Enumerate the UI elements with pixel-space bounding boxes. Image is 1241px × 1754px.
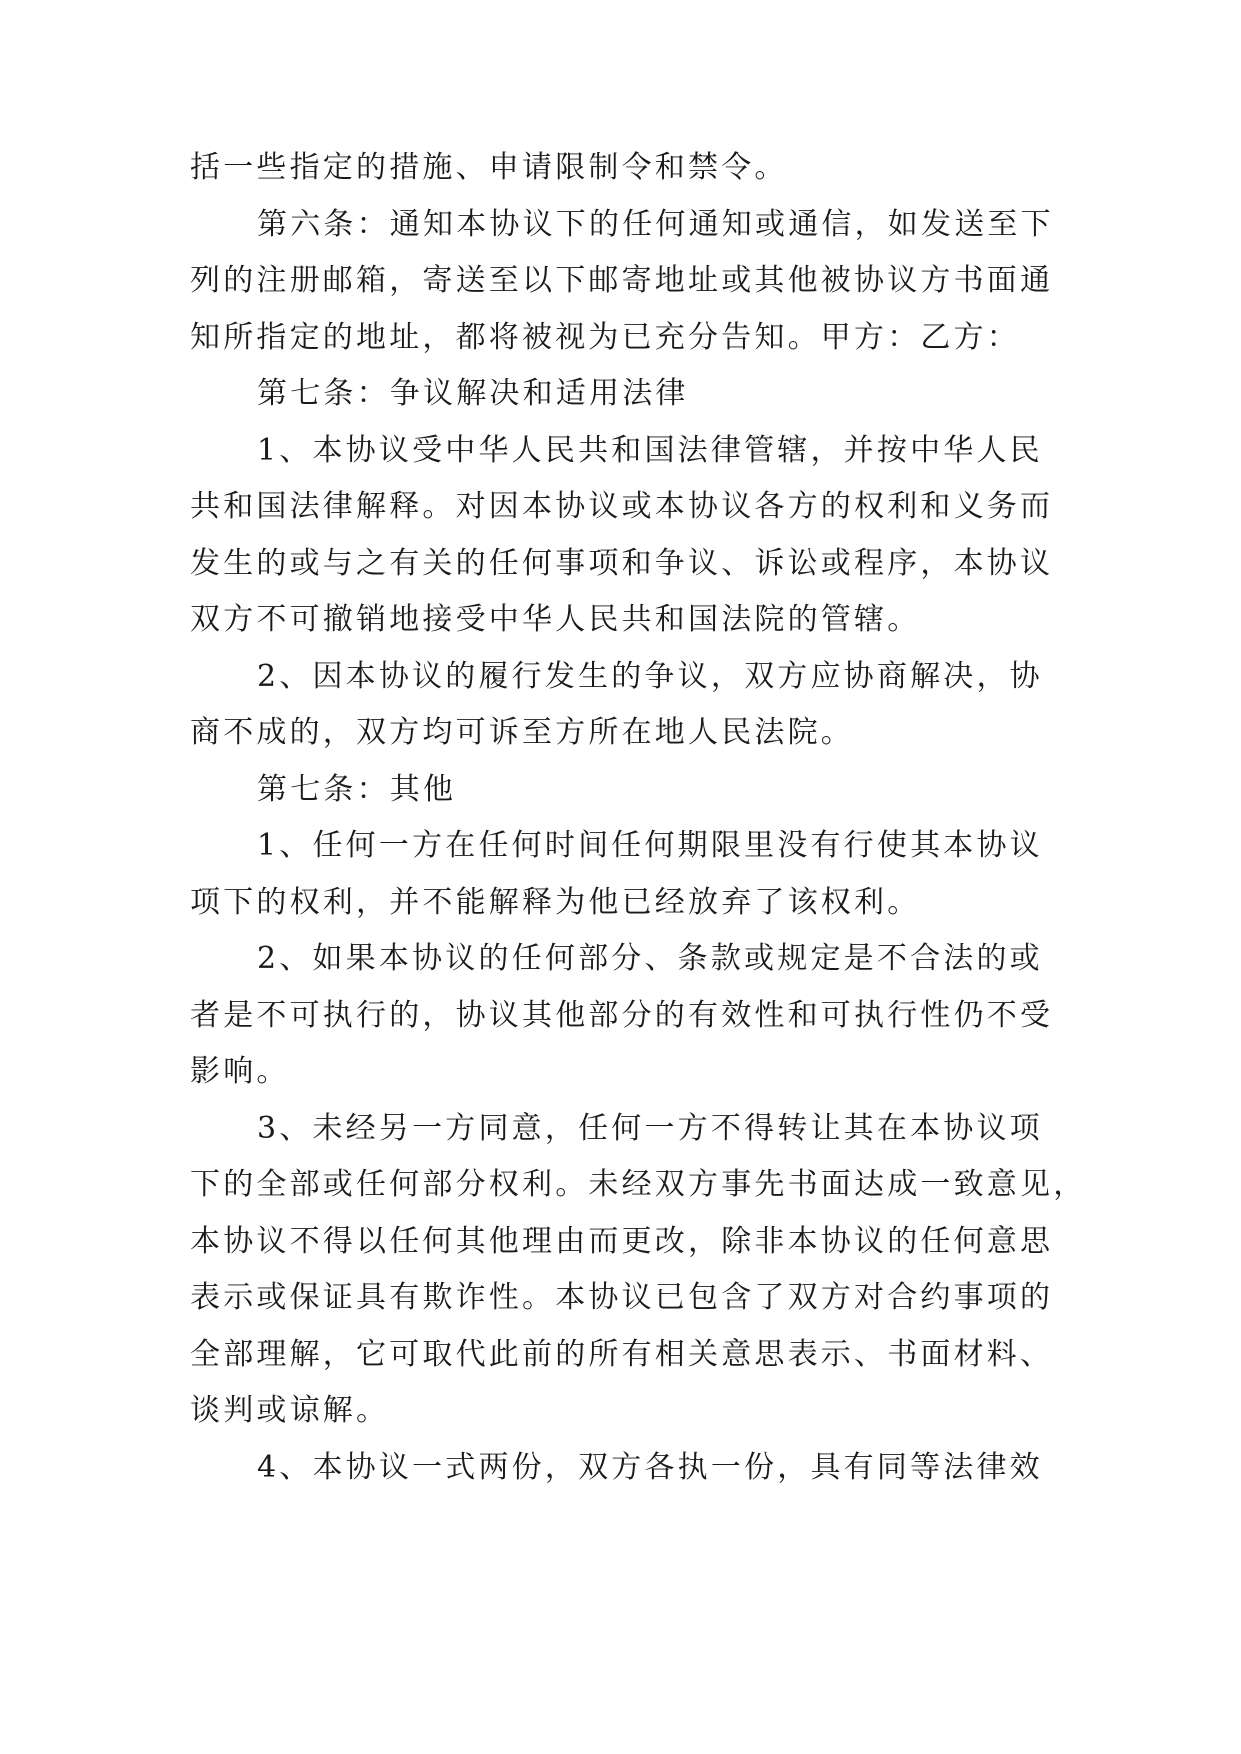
text-line: 列的注册邮箱，寄送至以下邮寄地址或其他被协议方书面通 — [190, 263, 1054, 298]
text-line: 表示或保证具有欺诈性。本协议已包含了双方对合约事项的 — [190, 1280, 1054, 1315]
article-7-other-heading: 第七条：其他 — [257, 772, 457, 807]
text-line: 本协议不得以任何其他理由而更改，除非本协议的任何意思 — [190, 1224, 1054, 1259]
text-line: 双方不可撤销地接受中华人民共和国法院的管辖。 — [190, 602, 921, 637]
text-line: 者是不可执行的，协议其他部分的有效性和可执行性仍不受 — [190, 998, 1054, 1033]
text-line: 影响。 — [190, 1054, 290, 1089]
clause-1-line: 1、本协议受中华人民共和国法律管辖，并按中华人民 — [257, 433, 1043, 468]
article-6-heading-line: 第六条：通知本协议下的任何通知或通信，如发送至下 — [257, 207, 1054, 242]
clause-2-line: 2、如果本协议的任何部分、条款或规定是不合法的或 — [257, 941, 1043, 976]
clause-3-line: 3、未经另一方同意，任何一方不得转让其在本协议项 — [257, 1111, 1043, 1146]
text-line: 下的全部或任何部分权利。未经双方事先书面达成一致意见， — [190, 1167, 1087, 1202]
text-line: 知所指定的地址，都将被视为已充分告知。甲方：乙方： — [190, 320, 1020, 355]
text-line: 全部理解，它可取代此前的所有相关意思表示、书面材料、 — [190, 1337, 1054, 1372]
text-line: 括一些指定的措施、申请限制令和禁令。 — [190, 150, 788, 185]
text-line: 共和国法律解释。对因本协议或本协议各方的权利和义务而 — [190, 489, 1054, 524]
text-line: 谈判或谅解。 — [190, 1393, 390, 1428]
text-line: 项下的权利，并不能解释为他已经放弃了该权利。 — [190, 885, 921, 920]
article-7-heading: 第七条：争议解决和适用法律 — [257, 376, 689, 411]
text-line: 商不成的，双方均可诉至方所在地人民法院。 — [190, 715, 854, 750]
text-line: 发生的或与之有关的任何事项和争议、诉讼或程序，本协议 — [190, 546, 1054, 581]
clause-4-line: 4、本协议一式两份，双方各执一份，具有同等法律效 — [257, 1450, 1043, 1485]
clause-2-line: 2、因本协议的履行发生的争议，双方应协商解决，协 — [257, 659, 1043, 694]
clause-1-line: 1、任何一方在任何时间任何期限里没有行使其本协议 — [257, 828, 1043, 863]
